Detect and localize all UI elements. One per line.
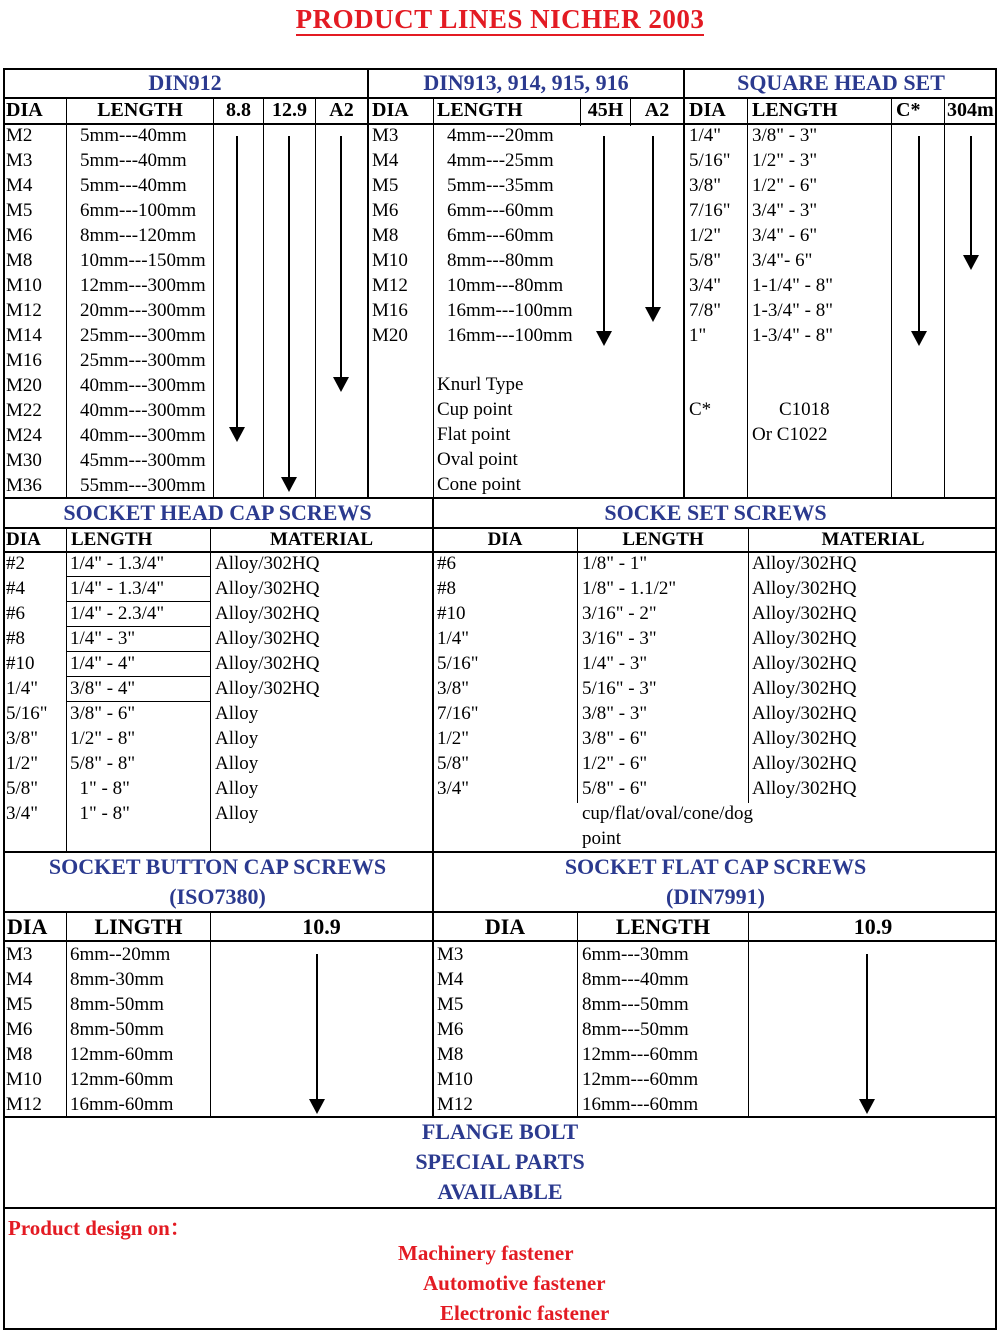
design-label: Product design on： [8, 1216, 191, 1240]
flat-cap-cell: M6 [437, 1019, 464, 1040]
button-cap-cell: M3 [6, 944, 33, 965]
socket-set-cell: Alloy/302HQ [752, 753, 857, 774]
din913-header-45h: 45H [587, 99, 624, 121]
din913-type-item: Flat point [437, 424, 511, 445]
divider [3, 851, 997, 853]
square-head-cell: 3/8" [689, 175, 722, 196]
din913-cell: M4 [372, 150, 399, 171]
socket-set-header-material: MATERIAL [821, 529, 925, 550]
square-note-line1: C1018 [779, 399, 830, 420]
flat-cap-cell: M4 [437, 969, 464, 990]
square-header-dia: DIA [689, 99, 726, 121]
socket-set-cell: 5/16" - 3" [582, 678, 657, 699]
divider [66, 912, 67, 1117]
din913-cell: M16 [372, 300, 408, 321]
divider [315, 98, 316, 498]
socket-head-cell: 3/8" [6, 728, 39, 749]
din913-cell: 4mm---20mm [447, 125, 554, 146]
din912-cell: 40mm---300mm [80, 400, 206, 421]
din912-cell: 5mm---40mm [80, 150, 187, 171]
divider [213, 98, 214, 498]
socket-set-title: SOCKE SET SCREWS [604, 500, 827, 525]
divider [367, 68, 369, 498]
divider [748, 912, 749, 1117]
socket-set-cell: Alloy/302HQ [752, 578, 857, 599]
din912-header-dia: DIA [6, 99, 43, 121]
socket-set-cell: 5/16" [437, 653, 479, 674]
square-head-cell: 3/4" - 6" [752, 225, 818, 246]
din912-cell: M3 [6, 150, 33, 171]
flat-cap-header-length: LENGTH [615, 914, 711, 939]
square-header-304m: 304m [947, 99, 994, 121]
socket-set-cell: Alloy/302HQ [752, 553, 857, 574]
down-arrow-icon [603, 136, 605, 332]
socket-set-cell: Alloy/302HQ [752, 778, 857, 799]
button-cap-cell: M5 [6, 994, 33, 1015]
socket-set-cell: Alloy/302HQ [752, 603, 857, 624]
din913-type-item: Knurl Type [437, 374, 524, 395]
socket-head-cell: Alloy/302HQ [215, 628, 320, 649]
square-head-cell: 1-3/4" - 8" [752, 325, 833, 346]
socket-head-cell: 1/4" [6, 678, 39, 699]
din913-cell: 8mm---80mm [447, 250, 554, 271]
socket-head-cell: #4 [6, 578, 25, 599]
socket-set-note-line1: cup/flat/oval/cone/dog [582, 803, 753, 824]
din913-type-item: Cone point [437, 474, 521, 495]
din913-title: DIN913, 914, 915, 916 [423, 70, 629, 95]
square-head-cell: 1" [689, 325, 707, 346]
flat-cap-cell: 8mm---50mm [582, 1019, 689, 1040]
button-cap-header-109: 10.9 [302, 914, 341, 939]
flat-cap-cell: M8 [437, 1044, 464, 1065]
flat-cap-cell: 8mm---40mm [582, 969, 689, 990]
din913-cell: M20 [372, 325, 408, 346]
din912-cell: 12mm---300mm [80, 275, 206, 296]
din912-cell: M20 [6, 375, 42, 396]
socket-set-cell: 5/8" - 6" [582, 778, 648, 799]
din912-cell: M4 [6, 175, 33, 196]
din913-header-length: LENGTH [437, 99, 523, 121]
socket-head-cell: #8 [6, 628, 25, 649]
divider [891, 98, 892, 498]
socket-head-cell: 5/8" [6, 778, 39, 799]
socket-head-cell: Alloy [215, 803, 259, 824]
socket-head-title: SOCKET HEAD CAP SCREWS [63, 500, 372, 525]
socket-head-cell: 1/4" - 2.3/4" [70, 603, 165, 624]
down-arrow-icon [918, 136, 920, 332]
din913-cell: 16mm---100mm [447, 300, 573, 321]
socket-head-cell: 1/4" - 3" [70, 628, 136, 649]
square-header-c: C* [896, 99, 921, 121]
din912-cell: 25mm---300mm [80, 325, 206, 346]
socket-set-cell: 1/8" - 1" [582, 553, 648, 574]
socket-set-cell: 3/16" - 3" [582, 628, 657, 649]
square-note-label: C* [689, 399, 712, 420]
flat-cap-cell: 12mm---60mm [582, 1069, 699, 1090]
divider [263, 98, 264, 498]
flat-cap-cell: 16mm---60mm [582, 1094, 699, 1115]
square-head-cell: 7/16" [689, 200, 731, 221]
din913-cell: 10mm---80mm [447, 275, 564, 296]
flat-cap-cell: 8mm---50mm [582, 994, 689, 1015]
square-head-cell: 5/16" [689, 150, 731, 171]
socket-set-cell: 1/4" - 3" [582, 653, 648, 674]
socket-head-cell: 1" - 8" [70, 803, 130, 824]
button-cap-title: SOCKET BUTTON CAP SCREWS [48, 854, 387, 879]
din912-cell: M12 [6, 300, 42, 321]
socket-head-cell: Alloy [215, 703, 259, 724]
square-head-cell: 3/4" - 3" [752, 200, 818, 221]
divider [210, 912, 211, 1117]
din913-cell: 6mm---60mm [447, 225, 554, 246]
button-cap-cell: 6mm--20mm [70, 944, 171, 965]
flat-cap-header-dia: DIA [484, 914, 526, 939]
din912-cell: M5 [6, 200, 33, 221]
button-cap-cell: 12mm-60mm [70, 1069, 174, 1090]
socket-head-cell: Alloy/302HQ [215, 678, 320, 699]
din912-cell: 8mm---120mm [80, 225, 197, 246]
button-cap-cell: M6 [6, 1019, 33, 1040]
socket-set-cell: 3/8" [437, 678, 470, 699]
socket-head-cell: Alloy/302HQ [215, 653, 320, 674]
button-cap-cell: 8mm-50mm [70, 1019, 164, 1040]
electronic-text: Electronic fastener [440, 1301, 610, 1325]
flange-bolt-text: FLANGE BOLT [421, 1119, 579, 1144]
din912-cell: 45mm---300mm [80, 450, 206, 471]
socket-set-cell: Alloy/302HQ [752, 653, 857, 674]
button-cap-cell: 12mm-60mm [70, 1044, 174, 1065]
din912-cell: M22 [6, 400, 42, 421]
divider [748, 528, 749, 803]
square-head-cell: 3/4"- 6" [752, 250, 813, 271]
socket-head-cell: 3/8" - 6" [70, 703, 136, 724]
din912-cell: 25mm---300mm [80, 350, 206, 371]
socket-head-cell: 1/2" - 8" [70, 728, 136, 749]
din912-cell: 6mm---100mm [80, 200, 197, 221]
din913-cell: 16mm---100mm [447, 325, 573, 346]
square-head-cell: 1/4" [689, 125, 722, 146]
button-cap-cell: M10 [6, 1069, 42, 1090]
flat-cap-subtitle: (DIN7991) [666, 884, 765, 909]
divider [433, 98, 434, 498]
socket-head-cell: Alloy [215, 778, 259, 799]
din912-cell: 40mm---300mm [80, 425, 206, 446]
socket-head-header-length: LENGTH [71, 529, 153, 550]
socket-set-header-length: LENGTH [622, 529, 704, 550]
din912-cell: M16 [6, 350, 42, 371]
divider [944, 98, 945, 498]
socket-set-cell: 3/8" - 6" [582, 728, 648, 749]
socket-set-cell: 3/8" - 3" [582, 703, 648, 724]
din912-cell: M6 [6, 225, 33, 246]
down-arrow-icon [970, 136, 972, 256]
socket-set-cell: 3/4" [437, 778, 470, 799]
flat-cap-cell: 12mm---60mm [582, 1044, 699, 1065]
button-cap-header-length: LINGTH [94, 914, 183, 939]
din912-title: DIN912 [148, 70, 222, 95]
socket-set-cell: #8 [437, 578, 456, 599]
available-text: AVAILABLE [437, 1179, 563, 1204]
flat-cap-cell: M3 [437, 944, 464, 965]
din912-cell: M8 [6, 250, 33, 271]
button-cap-cell: 16mm-60mm [70, 1094, 174, 1115]
socket-set-cell: #6 [437, 553, 456, 574]
socket-set-cell: Alloy/302HQ [752, 628, 857, 649]
din913-type-item: Oval point [437, 449, 518, 470]
din912-cell: M2 [6, 125, 33, 146]
square-head-cell: 1-1/4" - 8" [752, 275, 833, 296]
socket-head-cell: 3/8" - 4" [70, 678, 136, 699]
flat-cap-cell: M10 [437, 1069, 473, 1090]
square-head-cell: 3/4" [689, 275, 722, 296]
socket-head-cell: 5/16" [6, 703, 48, 724]
divider [747, 98, 748, 498]
socket-set-cell: 1/2" - 6" [582, 753, 648, 774]
down-arrow-icon [866, 954, 868, 1100]
divider [3, 1207, 997, 1209]
socket-head-cell: #2 [6, 553, 25, 574]
down-arrow-icon [288, 136, 290, 478]
socket-set-cell: Alloy/302HQ [752, 703, 857, 724]
socket-head-cell: 1" - 8" [70, 778, 130, 799]
divider [683, 68, 685, 498]
din912-header-a2: A2 [329, 99, 354, 121]
flat-cap-title: SOCKET FLAT CAP SCREWS [564, 854, 867, 879]
socket-set-cell: 1/8" - 1.1/2" [582, 578, 677, 599]
socket-set-cell: 3/16" - 2" [582, 603, 657, 624]
din913-cell: 5mm---35mm [447, 175, 554, 196]
socket-head-cell: Alloy [215, 753, 259, 774]
din912-cell: M24 [6, 425, 42, 446]
socket-head-header-dia: DIA [6, 529, 41, 550]
din912-header-129: 12.9 [272, 99, 307, 121]
button-cap-header-dia: DIA [7, 914, 48, 939]
page-title: PRODUCT LINES NICHER 2003 [295, 4, 705, 34]
din912-cell: 10mm---150mm [80, 250, 206, 271]
flat-cap-cell: 6mm---30mm [582, 944, 689, 965]
socket-head-cell: 3/4" [6, 803, 39, 824]
socket-set-cell: Alloy/302HQ [752, 678, 857, 699]
square-head-title: SQUARE HEAD SET [737, 70, 945, 95]
socket-head-cell: 5/8" - 8" [70, 753, 136, 774]
din913-cell: 4mm---25mm [447, 150, 554, 171]
square-head-cell: 1/2" - 6" [752, 175, 818, 196]
din913-cell: M3 [372, 125, 399, 146]
socket-head-cell: Alloy/302HQ [215, 603, 320, 624]
square-head-cell: 1/2" [689, 225, 722, 246]
square-header-length: LENGTH [752, 99, 838, 121]
din913-cell: M6 [372, 200, 399, 221]
din913-cell: M10 [372, 250, 408, 271]
din912-cell: M36 [6, 475, 42, 496]
socket-head-cell: 1/4" - 4" [70, 653, 136, 674]
din913-cell: M12 [372, 275, 408, 296]
square-head-cell: 1/2" - 3" [752, 150, 818, 171]
special-parts-text: SPECIAL PARTS [415, 1149, 585, 1174]
socket-head-cell: 1/4" - 1.3/4" [70, 553, 165, 574]
din913-type-item: Cup point [437, 399, 513, 420]
din913-cell: 6mm---60mm [447, 200, 554, 221]
socket-head-cell: Alloy [215, 728, 259, 749]
socket-set-cell: 5/8" [437, 753, 470, 774]
din912-cell: 5mm---40mm [80, 175, 187, 196]
button-cap-subtitle: (ISO7380) [169, 884, 266, 909]
socket-set-header-dia: DIA [487, 529, 523, 550]
socket-head-cell: #6 [6, 603, 25, 624]
machinery-text: Machinery fastener [398, 1241, 574, 1265]
din912-header-88: 8.8 [226, 99, 251, 121]
square-note-line2: Or C1022 [752, 424, 828, 445]
socket-set-cell: #10 [437, 603, 466, 624]
din912-cell: 20mm---300mm [80, 300, 206, 321]
square-head-cell: 3/8" - 3" [752, 125, 818, 146]
socket-set-cell: Alloy/302HQ [752, 728, 857, 749]
down-arrow-icon [316, 954, 318, 1100]
socket-set-cell: 1/4" [437, 628, 470, 649]
din912-cell: 55mm---300mm [80, 475, 206, 496]
din912-cell: M14 [6, 325, 42, 346]
socket-head-cell: 1/2" [6, 753, 39, 774]
flat-cap-cell: M12 [437, 1094, 473, 1115]
din913-header-a2: A2 [644, 99, 670, 121]
socket-set-cell: 7/16" [437, 703, 479, 724]
socket-head-header-material: MATERIAL [269, 529, 374, 550]
din912-cell: M30 [6, 450, 42, 471]
din912-cell: M10 [6, 275, 42, 296]
automotive-text: Automotive fastener [423, 1271, 606, 1295]
din912-cell: 5mm---40mm [80, 125, 187, 146]
down-arrow-icon [652, 136, 654, 308]
button-cap-cell: M4 [6, 969, 33, 990]
button-cap-cell: M12 [6, 1094, 42, 1115]
divider [66, 98, 67, 498]
down-arrow-icon [236, 136, 238, 428]
divider [3, 911, 997, 913]
din913-cell: M8 [372, 225, 399, 246]
flat-cap-header-109: 10.9 [853, 914, 893, 939]
square-head-cell: 7/8" [689, 300, 722, 321]
flat-cap-cell: M5 [437, 994, 464, 1015]
socket-head-cell: Alloy/302HQ [215, 553, 320, 574]
socket-set-note-line2: point [582, 828, 622, 849]
divider [577, 912, 578, 1117]
din912-cell: 40mm---300mm [80, 375, 206, 396]
button-cap-cell: M8 [6, 1044, 33, 1065]
din913-header-dia: DIA [372, 99, 409, 121]
din913-cell: M5 [372, 175, 399, 196]
square-head-cell: 5/8" [689, 250, 722, 271]
button-cap-cell: 8mm-50mm [70, 994, 164, 1015]
divider [432, 498, 434, 1118]
socket-head-cell: Alloy/302HQ [215, 578, 320, 599]
button-cap-cell: 8mm-30mm [70, 969, 164, 990]
socket-head-cell: #10 [6, 653, 35, 674]
socket-set-cell: 1/2" [437, 728, 470, 749]
square-head-cell: 1-3/4" - 8" [752, 300, 833, 321]
divider [577, 528, 578, 803]
down-arrow-icon [340, 136, 342, 378]
socket-head-cell: 1/4" - 1.3/4" [70, 578, 165, 599]
din912-header-length: LENGTH [97, 99, 183, 121]
